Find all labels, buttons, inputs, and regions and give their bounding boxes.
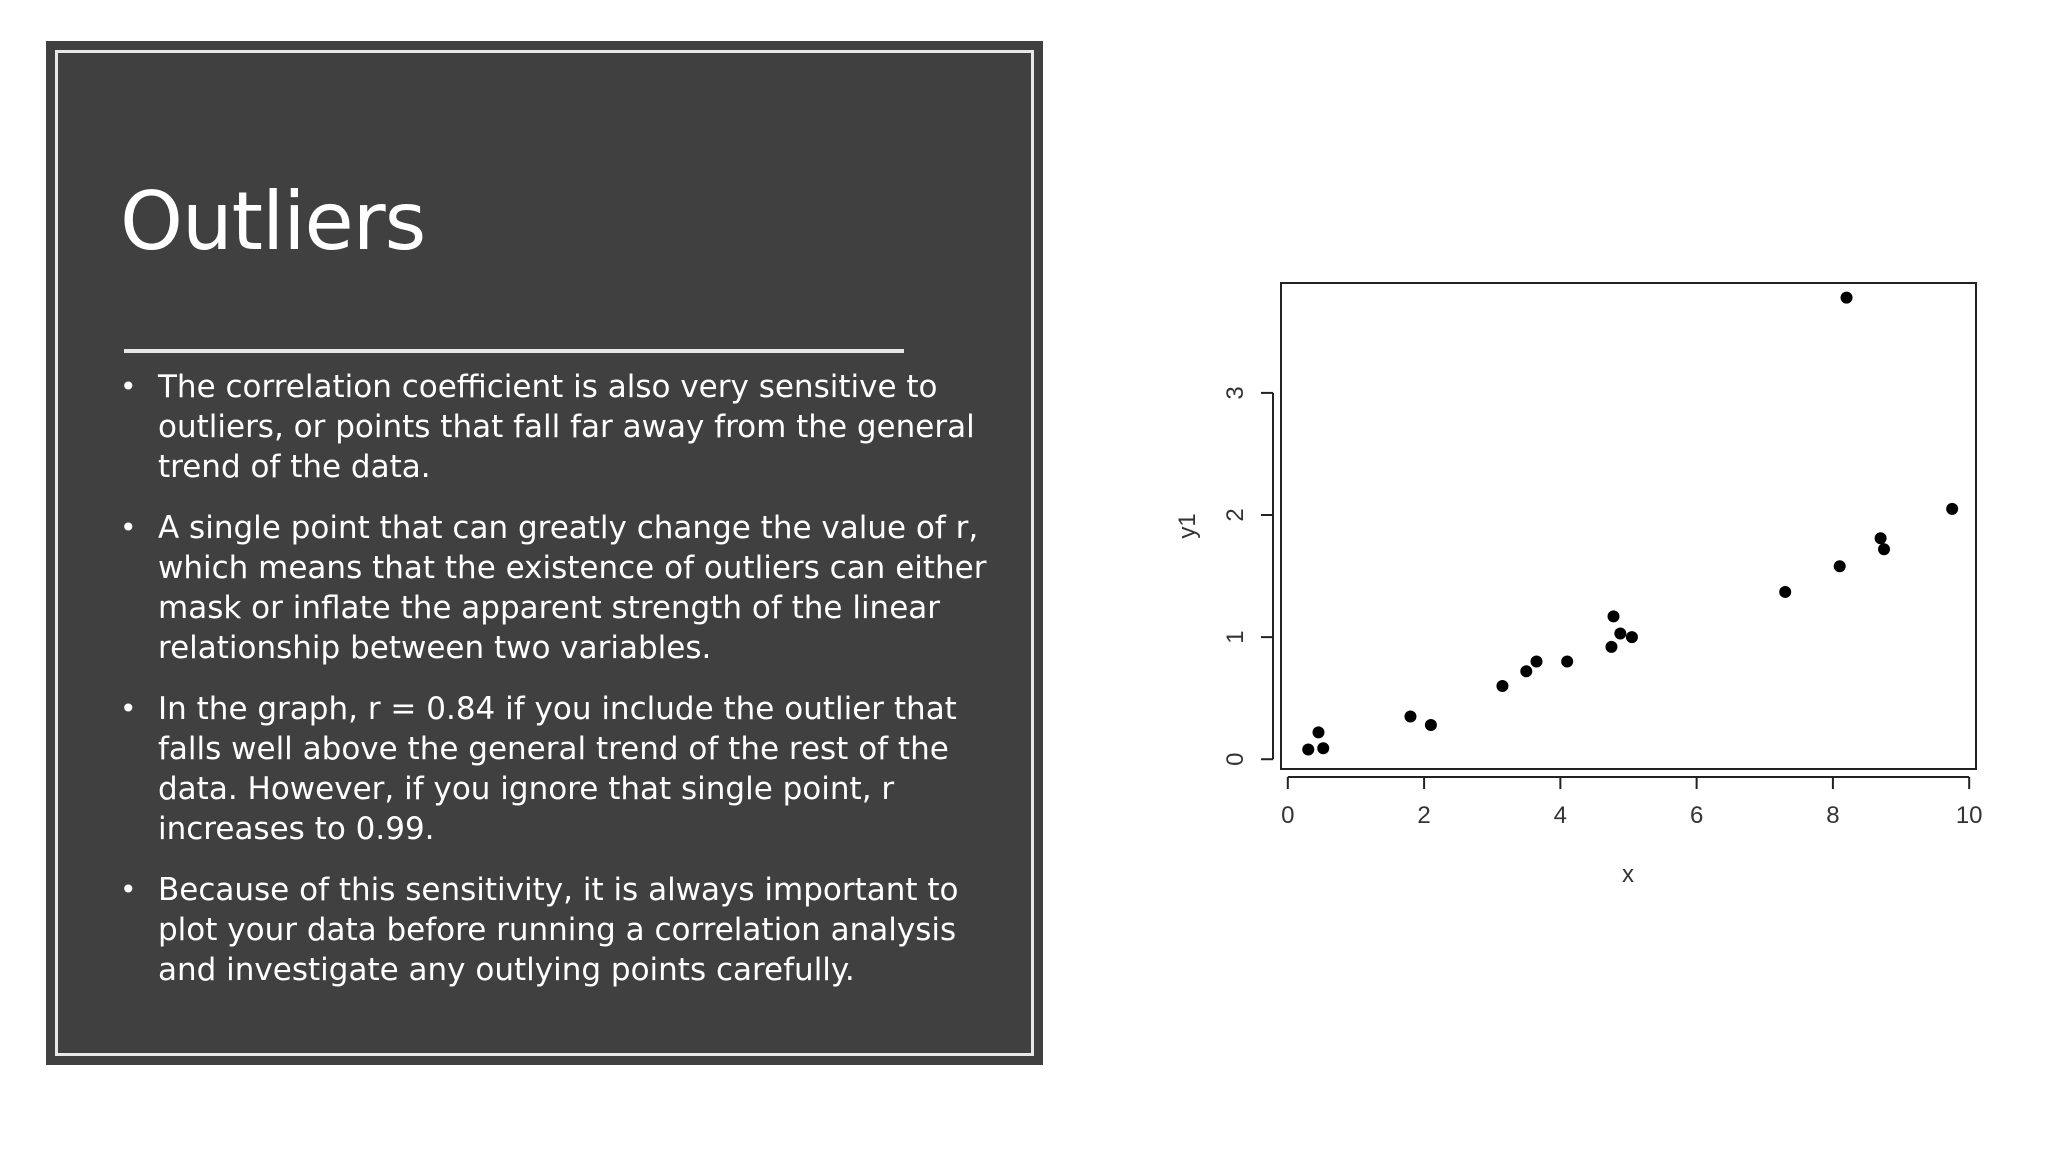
y-tick-label: 2 [1222, 508, 1249, 522]
scatter-point [1878, 543, 1890, 555]
bullet-line: and investigate any outlying points carefully. [158, 952, 855, 988]
x-axis-label: x [1622, 861, 1634, 888]
y-tick-label: 0 [1222, 752, 1249, 766]
bullet-line: relationship between two variables. [158, 630, 712, 666]
bullet-line: In the graph, r = 0.84 if you include the outlier that [158, 691, 957, 727]
scatter-point [1404, 710, 1416, 722]
bullet-item [120, 367, 1020, 487]
bullet-item [120, 870, 1020, 990]
bullet-line: mask or inflate the apparent strength of the linear [158, 590, 941, 626]
text-panel [46, 41, 1043, 1065]
scatter-point [1605, 641, 1617, 653]
x-tick-label: 8 [1826, 802, 1840, 829]
bullet-list [120, 367, 1020, 1011]
bullet-icon: • [120, 511, 137, 544]
scatter-point [1531, 656, 1543, 668]
scatter-point [1561, 656, 1573, 668]
scatter-point [1626, 631, 1638, 643]
y-tick-label: 3 [1222, 386, 1249, 400]
data-points [1302, 292, 1958, 756]
bullet-line: increases to 0.99. [158, 811, 435, 847]
scatter-point [1425, 719, 1437, 731]
scatter-point [1875, 532, 1887, 544]
x-tick-label: 2 [1417, 802, 1431, 829]
plot-frame [1281, 283, 1976, 769]
scatter-point [1779, 586, 1791, 598]
y-axis-label: y1 [1174, 513, 1201, 539]
bullet-icon: • [120, 370, 137, 403]
bullet-line: which means that the existence of outliers can either [158, 550, 987, 586]
scatter-point [1834, 560, 1846, 572]
x-axis [1281, 777, 1982, 829]
scatter-plot [1140, 250, 2000, 910]
bullet-line: trend of the data. [158, 449, 431, 485]
bullet-line: falls well above the general trend of the rest of the [158, 731, 949, 767]
bullet-icon: • [120, 873, 137, 906]
bullet-item [120, 508, 1020, 668]
x-tick-label: 10 [1955, 802, 1983, 829]
slide-title: Outliers [120, 175, 426, 268]
scatter-point [1946, 503, 1958, 515]
y-tick-label: 1 [1222, 630, 1249, 644]
bullet-icon: • [120, 692, 137, 725]
bullet-line: The correlation coefficient is also very sensitive to [158, 369, 938, 405]
scatter-point [1317, 742, 1329, 754]
scatter-point [1496, 680, 1508, 692]
scatter-point [1520, 665, 1532, 677]
scatter-point [1302, 743, 1314, 755]
bullet-line: A single point that can greatly change the value of r, [158, 510, 979, 546]
y-axis [1222, 386, 1273, 766]
bullet-line: Because of this sensitivity, it is always important to [158, 872, 959, 908]
bullet-line: data. However, if you ignore that single point, r [158, 771, 895, 807]
scatter-point [1608, 610, 1620, 622]
scatter-point [1614, 627, 1626, 639]
title-divider [124, 349, 904, 353]
bullet-line: outliers, or points that fall far away from the general [158, 409, 975, 445]
bullet-item [120, 689, 1020, 849]
x-tick-label: 4 [1553, 802, 1568, 829]
scatter-point [1312, 726, 1324, 738]
bullet-line: plot your data before running a correlation analysis [158, 912, 957, 948]
x-tick-label: 0 [1281, 802, 1295, 829]
scatter-point [1841, 292, 1853, 304]
x-tick-label: 6 [1689, 802, 1704, 829]
